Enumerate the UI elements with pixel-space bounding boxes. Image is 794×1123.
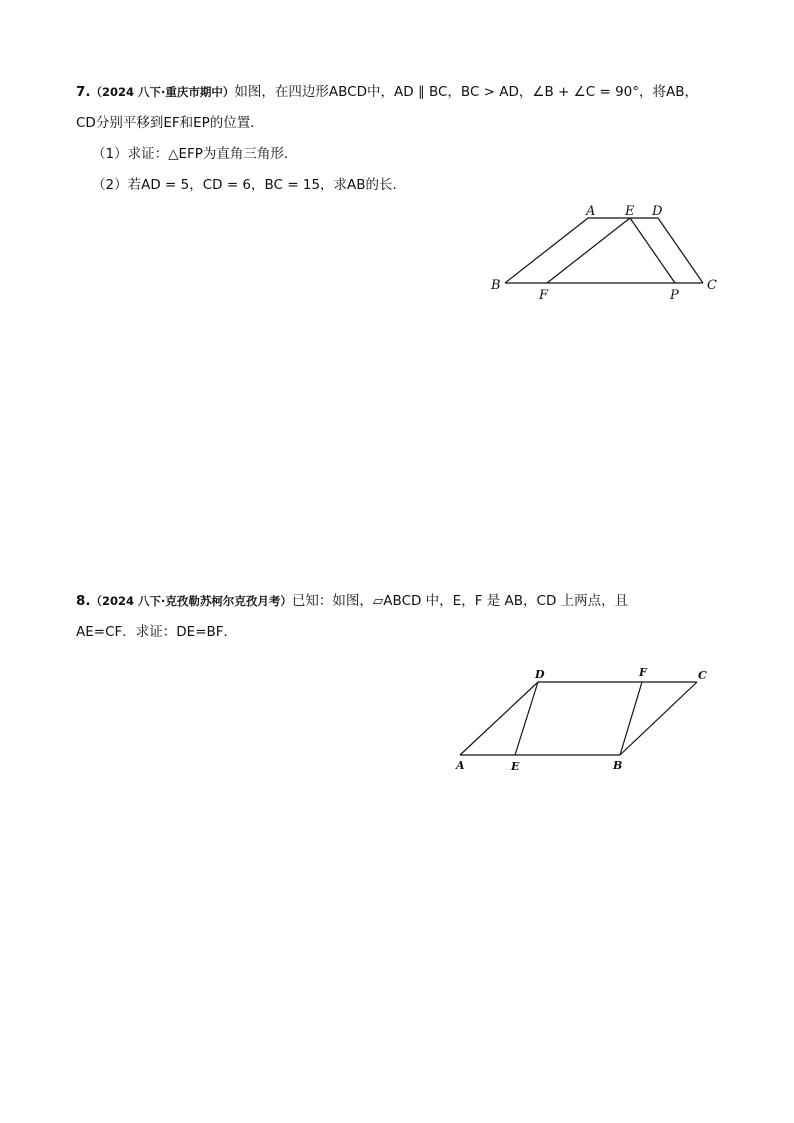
q7-label-d: D (652, 204, 663, 219)
q8-stem-line1: 已知：如图，▱ABCD 中，E，F 是 AB，CD 上两点，且 (291, 593, 629, 609)
q7-part2: （2）若AD = 5，CD = 6，BC = 15，求AB的长． (92, 177, 407, 193)
q8-label-f: F (639, 666, 647, 679)
q8-source: （2024 八下·克孜勒苏柯尔克孜月考） (90, 594, 292, 608)
q8-label-b: B (613, 759, 623, 772)
q7-label-p: P (670, 288, 679, 303)
q8-label-e: E (511, 760, 520, 773)
q7-label-b: B (491, 278, 501, 293)
q7-number: 7. (76, 84, 91, 100)
q7-label-a: A (586, 204, 596, 219)
q7-label-c: C (707, 278, 717, 293)
q7-part1: （1）求证：△EFP为直角三角形． (92, 146, 298, 162)
q7-label-e: E (625, 204, 635, 219)
q8-number: 8. (76, 593, 91, 609)
q8-label-c: C (698, 669, 707, 682)
q7-label-f: F (539, 288, 549, 303)
q8-label-a: A (456, 759, 465, 772)
q7-source: （2024 八下·重庆市期中） (90, 85, 235, 99)
q8-label-d: D (535, 668, 545, 681)
q7-stem-line2: CD分别平移到EF和EP的位置． (76, 115, 264, 131)
q7-stem-line1: 如图，在四边形ABCD中，AD ∥ BC，BC > AD，∠B + ∠C = 90°，将AB， (234, 84, 698, 100)
q8-stem-line2: AE=CF．求证：DE=BF． (76, 624, 238, 640)
